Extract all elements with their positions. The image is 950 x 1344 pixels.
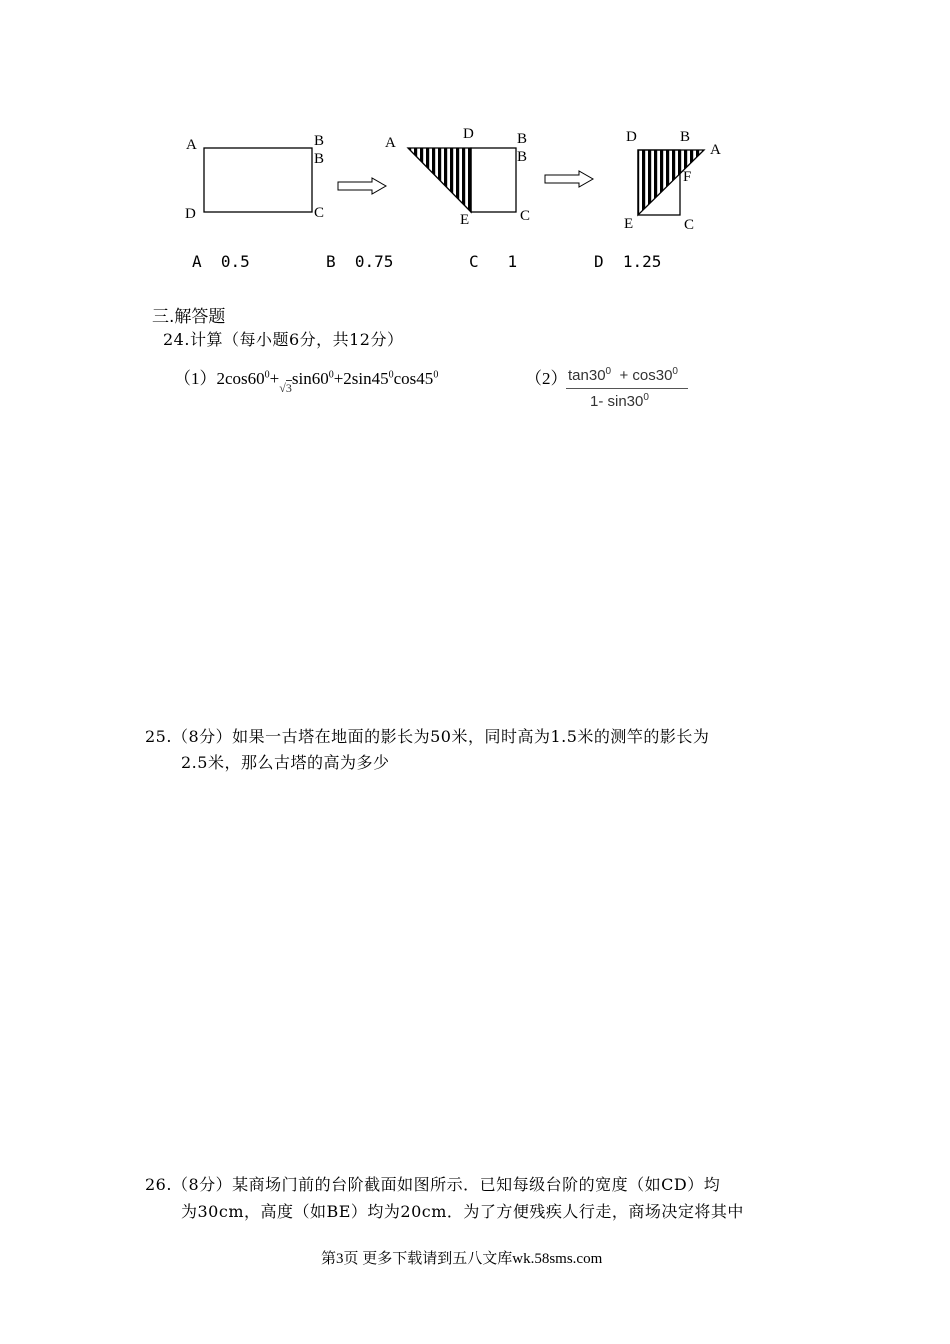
square-dbce xyxy=(471,148,516,212)
fig1-label-d: D xyxy=(185,206,196,222)
expr-term: tan30 xyxy=(568,367,606,384)
fig2-label-a: A xyxy=(385,135,396,151)
q24-part1 xyxy=(174,364,439,395)
fig2-label-e: E xyxy=(460,212,470,228)
option-value: 0.5 xyxy=(220,252,250,271)
q24-part2-denominator xyxy=(590,392,649,410)
fig2-label-d: D xyxy=(463,126,474,142)
rectangle-abcd xyxy=(204,148,312,212)
q25-line1: 25.（8分）如果一古塔在地面的影长为50米，同时高为1.5米的测竿的影长为 xyxy=(145,727,710,746)
degree-mark: 0 xyxy=(605,366,612,377)
expr-term: + cos30 xyxy=(619,367,673,384)
option-letter: D xyxy=(594,252,604,271)
plus-sign: + xyxy=(269,369,280,388)
fig1-label-a: A xyxy=(186,137,197,153)
fig3-label-e: E xyxy=(624,216,634,232)
degree-mark: 0 xyxy=(672,366,678,377)
expr-term: cos45 xyxy=(393,369,434,388)
option-a xyxy=(192,252,250,271)
option-c xyxy=(469,252,517,271)
fraction-bar xyxy=(566,388,688,389)
arrow-2 xyxy=(545,171,593,187)
expr-term: sin60 xyxy=(291,369,329,388)
arrow-1 xyxy=(338,178,386,194)
fig2-label-c: C xyxy=(520,208,531,224)
expr-term: 2cos60 xyxy=(216,369,265,388)
hatched-triangle-1 xyxy=(408,148,471,212)
fig1-label-b: B xyxy=(314,133,325,149)
q24-part2-label: （2） xyxy=(525,369,568,388)
sqrt3-radical: √3 xyxy=(279,381,292,395)
degree-mark: 0 xyxy=(388,369,394,381)
section-title: 三.解答题 xyxy=(152,307,226,327)
fig1-label-b-2: B xyxy=(314,151,325,167)
hatched-triangle-2 xyxy=(638,150,704,215)
q24-title: 24.计算（每小题6分，共12分） xyxy=(163,330,404,349)
q26-line2: 为30cm，高度（如BE）均为20cm．为了方便残疾人行走，商场决定将其中 xyxy=(181,1202,744,1221)
fig3-label-c: C xyxy=(684,217,695,233)
option-value: 1 xyxy=(507,252,518,271)
expr-term: 1- sin30 xyxy=(590,393,644,410)
option-letter: B xyxy=(326,252,336,271)
part-label: （1） xyxy=(174,369,217,388)
sqrt-radicand: 3 xyxy=(285,381,292,395)
q26-line1: 26.（8分）某商场门前的台阶截面如图所示．已知每级台阶的宽度（如CD）均 xyxy=(145,1175,721,1194)
option-value: 1.25 xyxy=(622,252,662,271)
fig3-label-f: F xyxy=(683,169,692,185)
degree-mark: 0 xyxy=(643,392,649,403)
option-letter: C xyxy=(469,252,479,271)
degree-mark: 0 xyxy=(328,369,334,381)
option-value: 0.75 xyxy=(354,252,394,271)
degree-mark: 0 xyxy=(433,369,439,381)
option-letter: A xyxy=(192,252,202,271)
fig3-label-a: A xyxy=(710,142,721,158)
fig2-label-b-2: B xyxy=(517,149,528,165)
fig3-label-d: D xyxy=(626,129,637,145)
q24-part2-numerator xyxy=(568,366,678,384)
page-footer: 第3页 更多下载请到五八文库wk.58sms.com xyxy=(321,1251,603,1267)
fig3-label-b: B xyxy=(680,129,691,145)
q25-line2: 2.5米，那么古塔的高为多少 xyxy=(181,753,390,772)
option-b xyxy=(326,252,393,271)
expr-term: +2sin45 xyxy=(333,369,389,388)
degree-mark: 0 xyxy=(264,369,270,381)
fig1-label-c: C xyxy=(314,205,325,221)
option-d xyxy=(594,252,661,271)
fig2-label-b: B xyxy=(517,131,528,147)
